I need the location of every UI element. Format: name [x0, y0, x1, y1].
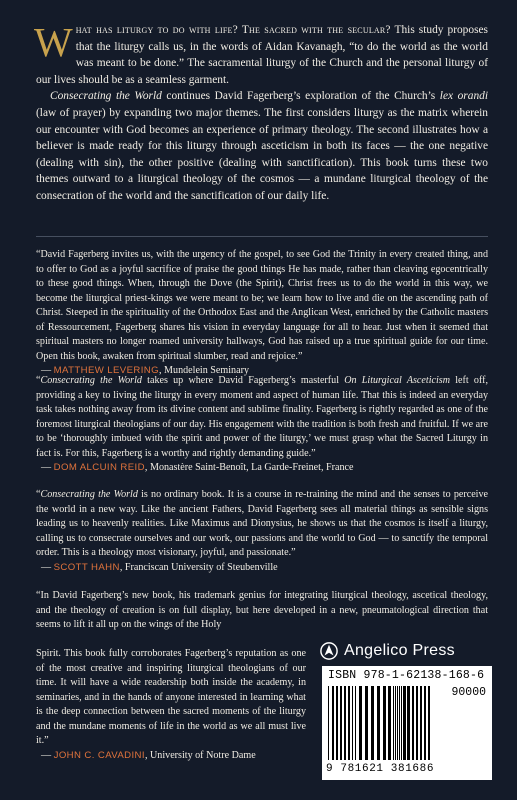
drop-cap: W — [34, 19, 73, 65]
divider — [36, 236, 488, 237]
barcode-bar — [365, 686, 368, 760]
endorser-name: JOHN C. CAVADINI — [53, 749, 145, 761]
endorsement-text: “In David Fagerberg’s new book, his trademark genius for integrating liturgical theology, ascetical theology, and the theology of creation is on full display, but here developed in a new, pneumatological direction that seems to lift it all up on the wings of the Holy — [36, 590, 488, 630]
barcode-bar — [403, 686, 406, 760]
intro-lead: hat has liturgy to do with life? The sacred with the secular? — [75, 24, 391, 36]
barcode-bar — [399, 686, 400, 760]
endorsement-attribution: — MATTHEW LEVERING, Mundelein Seminary — [41, 365, 249, 376]
barcode-bar — [393, 686, 394, 760]
barcode-bar — [377, 686, 380, 760]
barcode-bar — [420, 686, 422, 760]
barcode-bar — [340, 686, 342, 760]
price-code: 90000 — [451, 686, 486, 699]
barcode-bar — [348, 686, 350, 760]
barcode-bar — [383, 686, 386, 760]
barcode-bar — [395, 686, 396, 760]
publisher-name: Angelico Press — [344, 642, 455, 659]
barcode-bar — [328, 686, 329, 760]
endorsement-hahn — [36, 488, 488, 575]
book-title: Consecrating the World — [50, 90, 162, 103]
blurb-intro — [34, 19, 488, 205]
barcode-bar — [336, 686, 338, 760]
barcode-bar — [412, 686, 414, 760]
barcode-bar — [344, 686, 346, 760]
endorsement-attribution: — DOM ALCUIN REID, Monastère Saint-Benoît, La Garde-Freinet, France — [41, 462, 354, 473]
lex-orandi: lex orandi — [439, 90, 488, 103]
barcode-bar — [352, 686, 353, 760]
barcode-bar — [388, 686, 391, 760]
barcode-bar — [397, 686, 398, 760]
endorsement-text: Spirit. This book fully corroborates Fagerberg’s reputation as one of the most creative and inspiring liturgical theologians of our time. It will have a wide readership both inside the academy, in seminaries, and in the hands of anyone interested in learning what is the deep connection between the sacred moments of the liturgy and the mundane moments of life in the world as we all must live it.” — [36, 648, 306, 746]
intro-paragraph-2: Consecrating the World continues David Fagerberg’s exploration of the Church’s lex orandi (law of prayer) by expanding two major themes. The first considers liturgy as the matrix wherein our encounter with God becomes an experience of primary theology. The second illustrates how a believer is made ready for this liturgy through asceticism in both its faces — the one negative (dealing with sin), the other positive (dealing with sanctification). This book turns these two themes outward to a liturgical theology of the cosmos — a mundane liturgical theology of the consecration of the world and the sanctification of our daily life. — [36, 90, 488, 202]
barcode-bar — [332, 686, 334, 760]
endorsement-cavadini-top — [36, 589, 488, 633]
endorsement-attribution: — JOHN C. CAVADINI, University of Notre Dame — [41, 749, 256, 761]
barcode-bar — [424, 686, 426, 760]
endorser-name: SCOTT HAHN — [53, 561, 120, 573]
barcode — [322, 666, 492, 780]
endorser-name: DOM ALCUIN REID — [53, 462, 145, 473]
barcode-bars — [328, 686, 444, 762]
intro-paragraph-1 — [34, 19, 488, 88]
endorsement-cavadini-rest — [36, 647, 306, 763]
publisher-logo — [320, 640, 490, 662]
barcode-bar — [407, 686, 410, 760]
barcode-bar — [401, 686, 402, 760]
barcode-bar — [428, 686, 430, 760]
endorser-name: MATTHEW LEVERING — [53, 365, 159, 376]
endorsement-reid — [36, 374, 488, 476]
barcode-bar — [359, 686, 362, 760]
endorser-affiliation: , Monastère Saint-Benoît, La Garde-Freinet, France — [144, 462, 354, 473]
endorsement-text: “Consecrating the World is no ordinary book. It is a course in re-training the mind and the senses to perceive the world in a new way. Like the ancient Fathers, David Fagerberg sees all material things as sensible signs leading us to heavenly realities. Like Maximus and Dionysius, he shows us that the cosmos is itself a liturgy, calling us to consecrate ourselves and our work, our passions and the world to God — to sanctify the temporal order. This is a theology most visionary, joyful, and passionate.” — [36, 489, 489, 558]
endorsement-attribution: — SCOTT HAHN, Franciscan University of Steubenville — [41, 561, 278, 573]
barcode-bar — [355, 686, 356, 760]
isbn-text: ISBN 978-1-62138-168-6 — [328, 669, 485, 682]
barcode-number: 9 781621 381686 — [326, 763, 435, 775]
barcode-bar — [416, 686, 418, 760]
endorser-affiliation: , Franciscan University of Steubenville — [119, 561, 278, 573]
angelico-logo-icon — [320, 642, 338, 660]
endorsement-text: “Consecrating the World takes up where David Fagerberg’s masterful On Liturgical Asceticism left off, providing a key to living the liturgy in every moment and aspect of human life. That this is indeed an everyday task takes nothing away from its divine content and sublime finality. Fagerberg is rightly regarded as one of the foremost liturgical theologians of our day. His engagement with the tradition is both fresh and fruitful. If we are to be ‘thoroughly imbued with the spirit and power of the liturgy,’ we must grasp what the Sacred Liturgy in fact is. For this, Fagerberg is a worthy and rightly demanding guide.” — [36, 375, 488, 459]
endorser-affiliation: , Mundelein Seminary — [159, 365, 249, 376]
endorsement-levering — [36, 248, 488, 379]
intro-text: This study proposes that the liturgy calls us, in the words of Aidan Kavanagh, “to do the world as the world was meant to be done.” The sacramental liturgy of the Church and the personal liturgy of our lives should be as a seamless garment. — [36, 24, 488, 86]
endorser-affiliation: , University of Notre Dame — [144, 749, 256, 761]
endorsement-text: “David Fagerberg invites us, with the urgency of the gospel, to see God the Trinity in every created thing, and to offer to God as a joyful sacrifice of praise the good things He has made, rather than cleaving egocentrically to these good things. When, through the Dove (the Spirit), Christ frees us to do the world in this way, we become the liturgical priest-kings we were meant to be; we learn how to live and die on the ascending path of Christ. Steeped in the spirituality of the Orthodox East and the Anglican West, enriched by the Catholic masters of Ressourcement, Fagerberg shares his vision in everyday language for all to hear. Just when it seemed that spiritual masters no longer roamed university hallways, God has raised up a true spiritual guide for our time. Open this book, awaken from spiritual slumber, read and rejoice.” — [36, 249, 488, 362]
barcode-bar — [371, 686, 374, 760]
